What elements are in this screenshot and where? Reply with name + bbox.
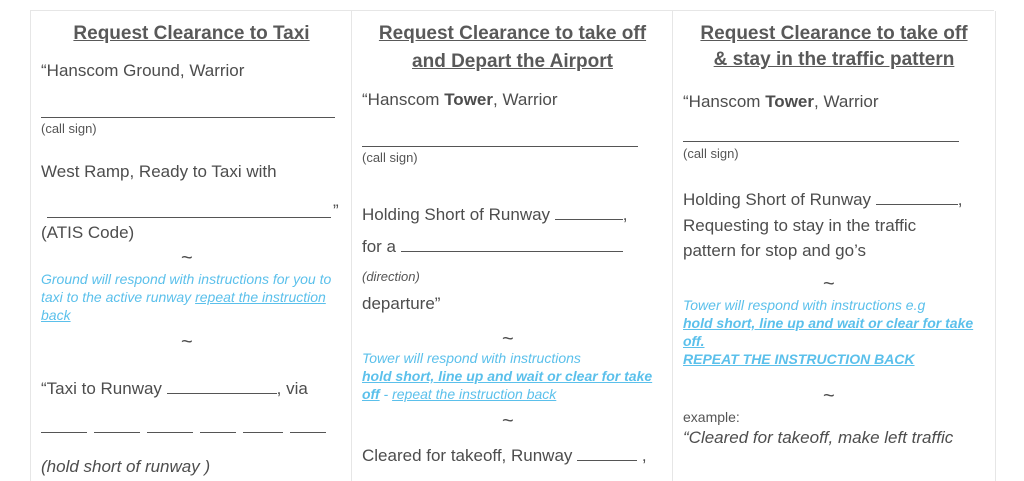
instruction-text: Ground will respond with instructions for you to taxi to the active runway	[41, 271, 332, 305]
holding-short-text: Holding Short of Runway	[362, 205, 555, 224]
taxi-runway-text: “Taxi to Runway	[41, 379, 167, 398]
instruction-bold: hold short, line up and wait or clear for take off	[362, 368, 653, 402]
taxiway-blank-6	[290, 432, 326, 433]
instruction-text: Tower will respond with instructions	[362, 350, 581, 366]
repeat-back-caps: REPEAT THE INSTRUCTION BACK	[683, 351, 915, 367]
comma: ,	[637, 446, 647, 465]
comma: ,	[957, 190, 963, 209]
column-depart-clearance	[351, 11, 673, 481]
taxiway-blank-2	[94, 432, 140, 433]
heading-depart-1: Request Clearance to take off	[378, 23, 647, 44]
tilde-separator-2: ~	[502, 410, 514, 432]
warrior-text: , Warrior	[814, 92, 879, 111]
departure-text: departure”	[362, 294, 441, 313]
runway-blank	[167, 393, 277, 394]
holding-short-line	[683, 190, 963, 210]
taxiway-blank-4	[200, 432, 236, 433]
callsign-label: (call sign)	[41, 121, 97, 136]
instruction-text: Tower will respond with instructions e.g	[683, 297, 926, 313]
tower-callup	[362, 90, 558, 110]
close-quote: ”	[333, 201, 339, 220]
example-text: “Cleared for takeoff, make left traffic	[683, 428, 954, 447]
column-pattern-clearance	[672, 11, 996, 481]
taxiway-blank-1	[41, 432, 87, 433]
tower-callup-text: “Hanscom	[362, 90, 445, 109]
tower-instructions-note	[683, 296, 975, 368]
cleared-for-takeoff	[362, 446, 647, 466]
for-a-line	[362, 237, 623, 257]
taxiway-blank-5	[243, 432, 283, 433]
direction-label: (direction)	[362, 269, 420, 284]
direction-blank	[401, 251, 623, 252]
runway-blank	[577, 460, 637, 461]
tilde-separator: ~	[823, 273, 835, 295]
holding-short-text: Holding Short of Runway	[683, 190, 876, 209]
tilde-separator-2: ~	[181, 331, 193, 353]
heading-pattern-2: & stay in the traffic pattern	[713, 49, 955, 70]
heading-pattern-1: Request Clearance to take off	[700, 23, 968, 44]
holding-short-line	[362, 205, 628, 225]
tower-bold: Tower	[765, 92, 814, 111]
ground-callup: “Hanscom Ground, Warrior	[41, 61, 245, 80]
dash: -	[379, 386, 393, 402]
comma: ,	[622, 205, 628, 224]
runway-blank	[876, 204, 958, 205]
tilde-separator: ~	[502, 328, 514, 350]
callsign-label: (call sign)	[683, 146, 739, 161]
atis-label: (ATIS Code)	[41, 223, 135, 242]
callsign-blank	[362, 146, 638, 147]
request-pattern-1: Requesting to stay in the traffic	[683, 216, 917, 235]
warrior-text: , Warrior	[493, 90, 558, 109]
tower-instructions-note	[362, 349, 654, 403]
clearance-sheet	[30, 10, 994, 481]
column-taxi-clearance	[30, 11, 352, 481]
callsign-blank	[41, 117, 335, 118]
cleared-text: Cleared for takeoff, Runway	[362, 446, 578, 465]
example-label: example:	[683, 409, 740, 425]
for-a-text: for a	[362, 237, 401, 256]
callsign-label: (call sign)	[362, 150, 418, 165]
tower-bold: Tower	[444, 90, 493, 109]
heading-depart-2: and Depart the Airport	[412, 51, 613, 72]
via-text: , via	[276, 379, 308, 398]
tower-callup	[683, 92, 879, 112]
instruction-bold: hold short, line up and wait or clear for take off.	[683, 315, 974, 349]
repeat-back-link: repeat the instruction back	[41, 289, 326, 323]
tilde-separator-2: ~	[823, 385, 835, 407]
ground-instructions-note	[41, 270, 333, 324]
repeat-back-link: repeat the instruction back	[392, 386, 557, 402]
atis-blank	[47, 217, 331, 218]
hold-short-line: (hold short of runway )	[41, 457, 211, 476]
tilde-separator: ~	[181, 247, 193, 269]
callsign-blank	[683, 141, 959, 142]
taxiway-blank-3	[147, 432, 193, 433]
tower-callup-text: “Hanscom	[683, 92, 766, 111]
taxi-to-runway	[41, 379, 308, 399]
heading-taxi: Request Clearance to Taxi	[73, 23, 310, 44]
west-ramp-line: West Ramp, Ready to Taxi with	[41, 162, 277, 181]
runway-blank	[555, 219, 623, 220]
request-pattern-2: pattern for stop and go’s	[683, 241, 867, 260]
